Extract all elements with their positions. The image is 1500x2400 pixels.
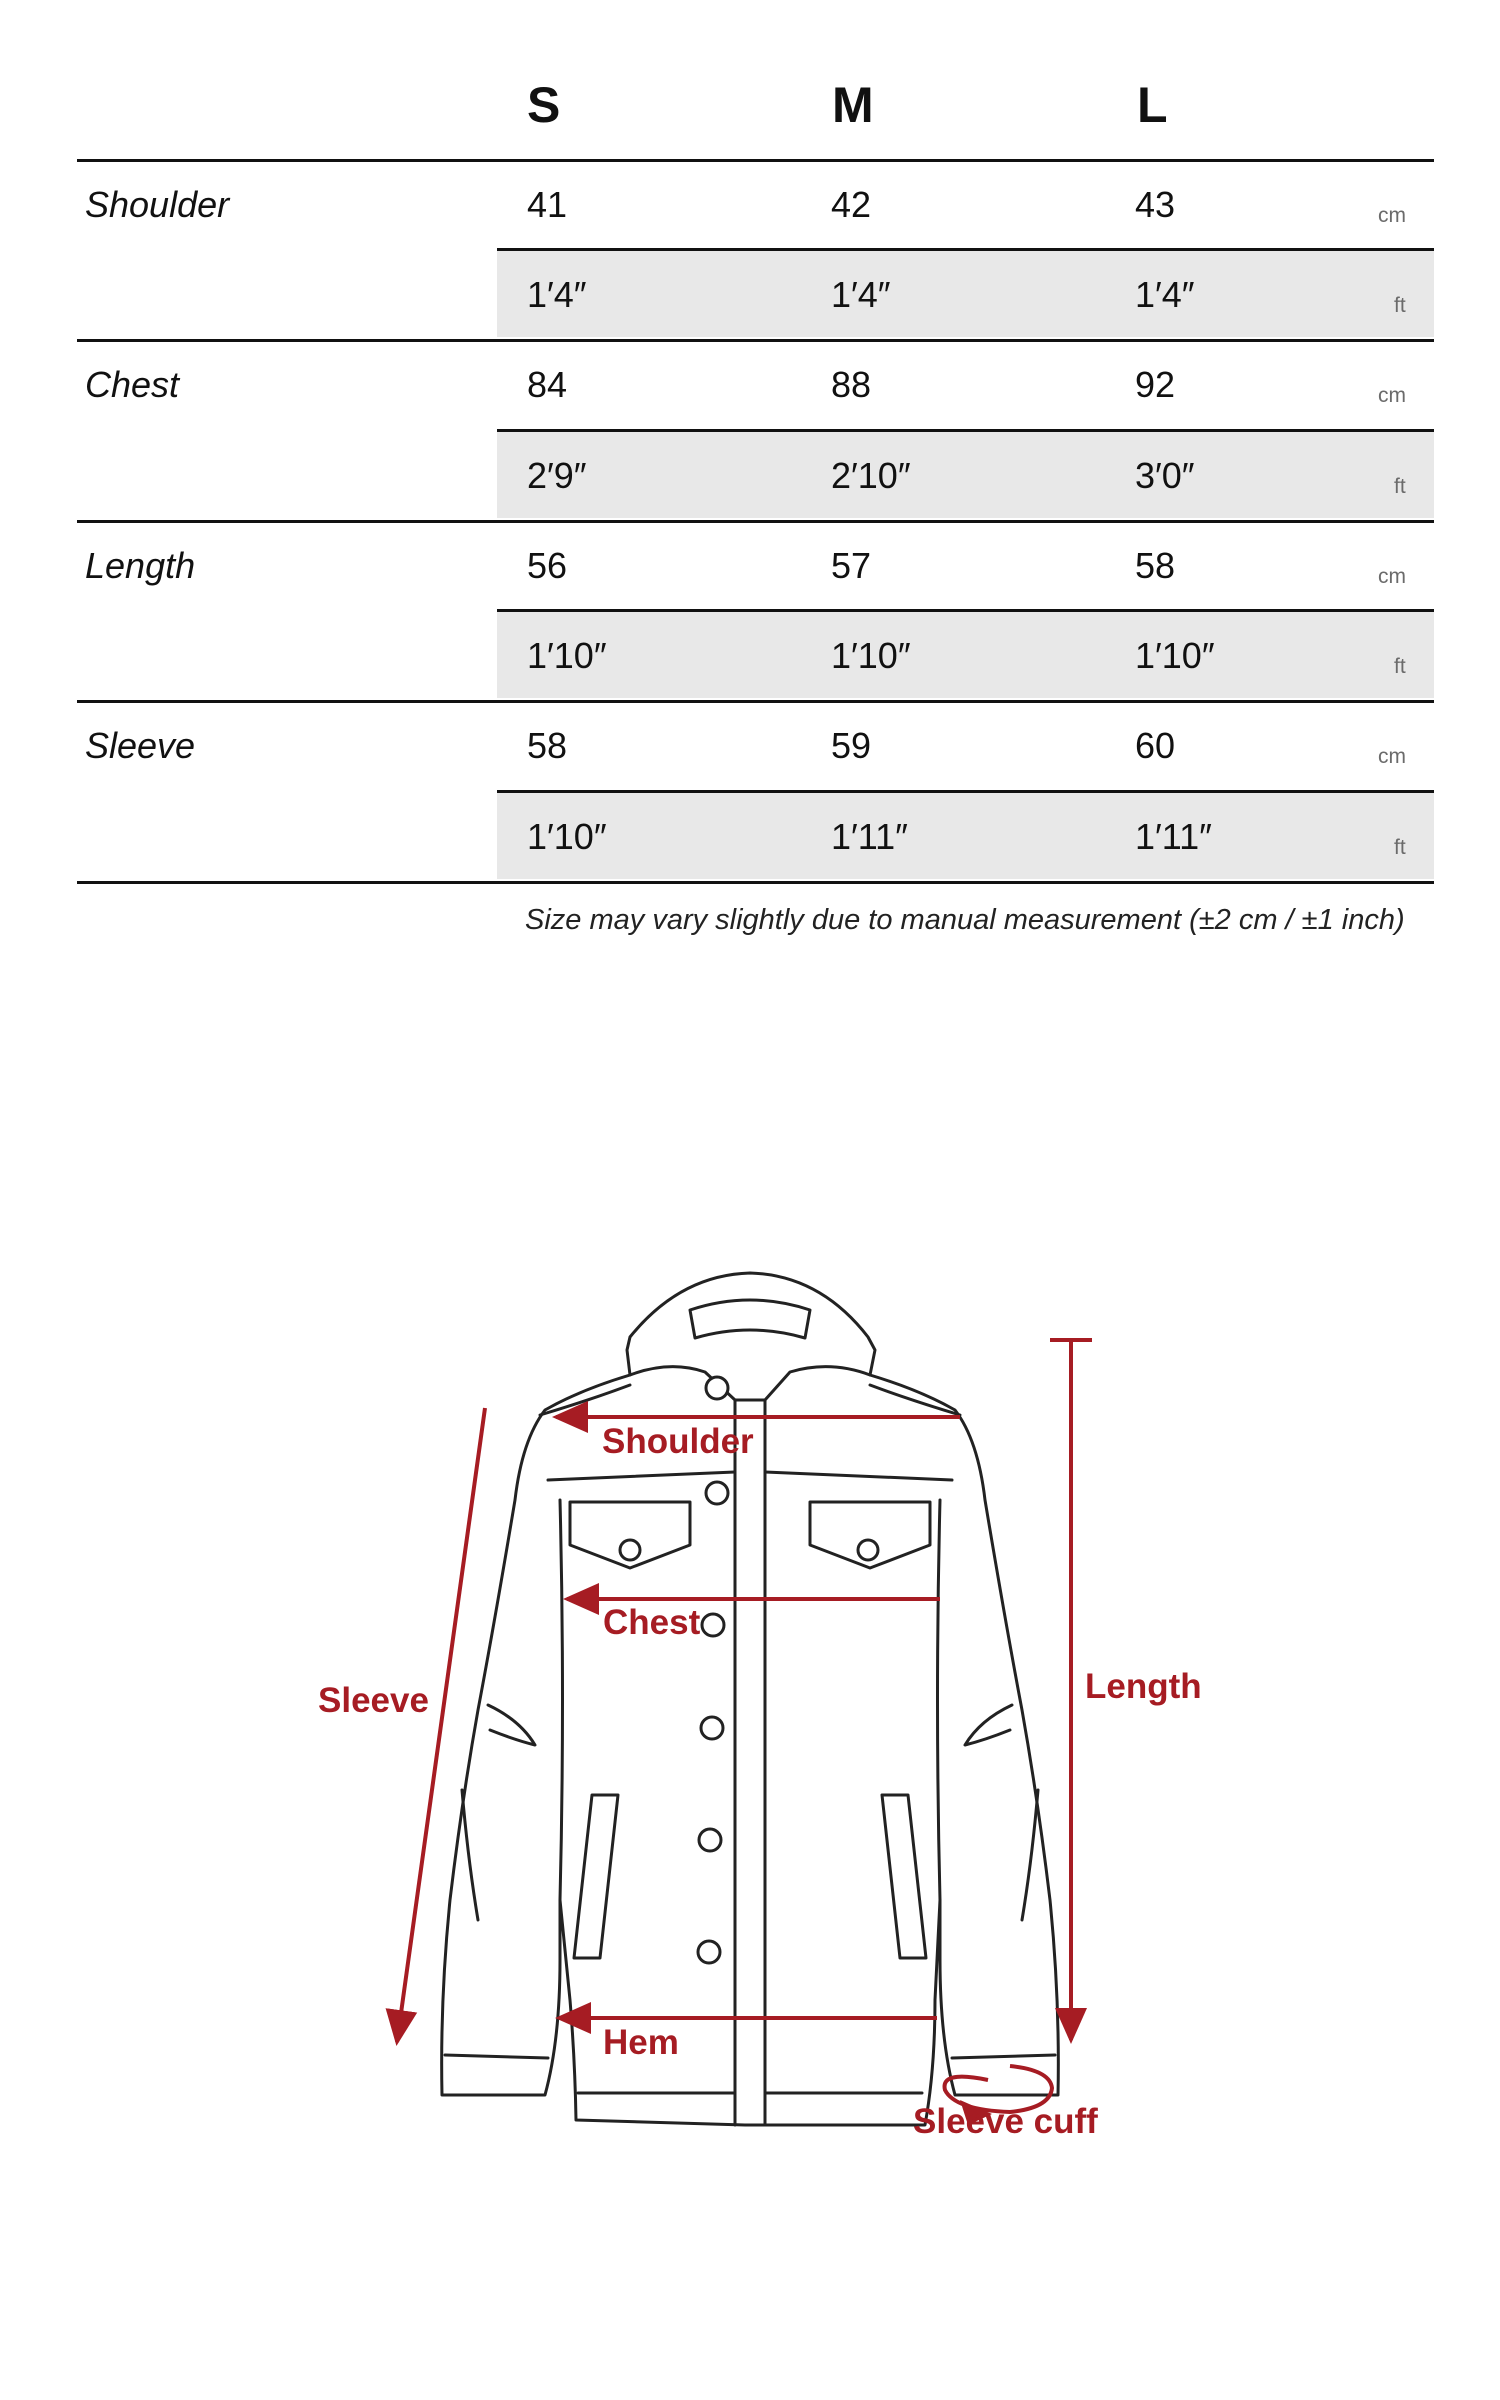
cell-value: 57: [831, 545, 872, 586]
cell-value: 2′9″: [527, 455, 587, 496]
cell-value: 41: [527, 184, 568, 225]
cell-value: 92: [1135, 364, 1176, 405]
unit-label: ft: [1394, 475, 1406, 498]
label-length: Length: [1085, 1667, 1202, 1706]
label-shoulder: Shoulder: [602, 1422, 754, 1461]
cell-value: 2′10″: [831, 455, 911, 496]
sleeve-arrow: [397, 1408, 485, 2042]
cell-value: 58: [527, 725, 568, 766]
row-label-sleeve: Sleeve: [85, 725, 196, 766]
measurement-note: Size may vary slightly due to manual measurement (±2 cm / ±1 inch): [525, 904, 1405, 936]
unit-label: cm: [1378, 745, 1406, 768]
jacket-illustration: [0, 1200, 1500, 2300]
unit-label: cm: [1378, 565, 1406, 588]
table-rule: [77, 881, 1434, 884]
jacket-buttons: [620, 1377, 878, 1963]
table-rule: [77, 159, 1434, 162]
cell-value: 84: [527, 364, 568, 405]
jacket-outline: [442, 1273, 1059, 2125]
size-table: [0, 0, 1500, 1000]
cell-value: 3′0″: [1135, 455, 1195, 496]
cell-value: 1′4″: [527, 274, 587, 315]
size-header-s: S: [527, 77, 561, 133]
unit-label: ft: [1394, 836, 1406, 859]
table-rule: [77, 520, 1434, 523]
cell-value: 1′4″: [1135, 274, 1195, 315]
ft-row-band: [497, 793, 1434, 879]
size-header-m: M: [832, 77, 874, 133]
row-label-chest: Chest: [85, 364, 180, 405]
row-label-length: Length: [85, 545, 196, 586]
cell-value: 1′10″: [527, 635, 607, 676]
cell-value: 1′10″: [1135, 635, 1215, 676]
ft-row-band: [497, 432, 1434, 518]
ft-row-band: [497, 612, 1434, 698]
unit-label: cm: [1378, 204, 1406, 227]
cell-value: 60: [1135, 725, 1176, 766]
cell-value: 1′11″: [1135, 816, 1212, 857]
label-chest: Chest: [603, 1603, 701, 1642]
cell-value: 1′4″: [831, 274, 891, 315]
cell-value: 56: [527, 545, 568, 586]
table-rule: [77, 700, 1434, 703]
size-header-l: L: [1137, 77, 1168, 133]
cell-value: 59: [831, 725, 872, 766]
unit-label: cm: [1378, 384, 1406, 407]
unit-label: ft: [1394, 294, 1406, 317]
cell-value: 43: [1135, 184, 1176, 225]
row-label-shoulder: Shoulder: [85, 184, 230, 225]
cell-value: 1′11″: [831, 816, 908, 857]
table-rule: [77, 339, 1434, 342]
ft-row-band: [497, 251, 1434, 337]
label-sleeve: Sleeve: [318, 1681, 429, 1720]
cell-value: 1′10″: [831, 635, 911, 676]
measurement-diagram: [0, 1200, 1500, 2300]
cell-value: 42: [831, 184, 872, 225]
cell-value: 1′10″: [527, 816, 607, 857]
cell-value: 58: [1135, 545, 1176, 586]
unit-label: ft: [1394, 655, 1406, 678]
label-sleeve-cuff: Sleeve cuff: [913, 2102, 1098, 2141]
cell-value: 88: [831, 364, 872, 405]
label-hem: Hem: [603, 2023, 679, 2062]
